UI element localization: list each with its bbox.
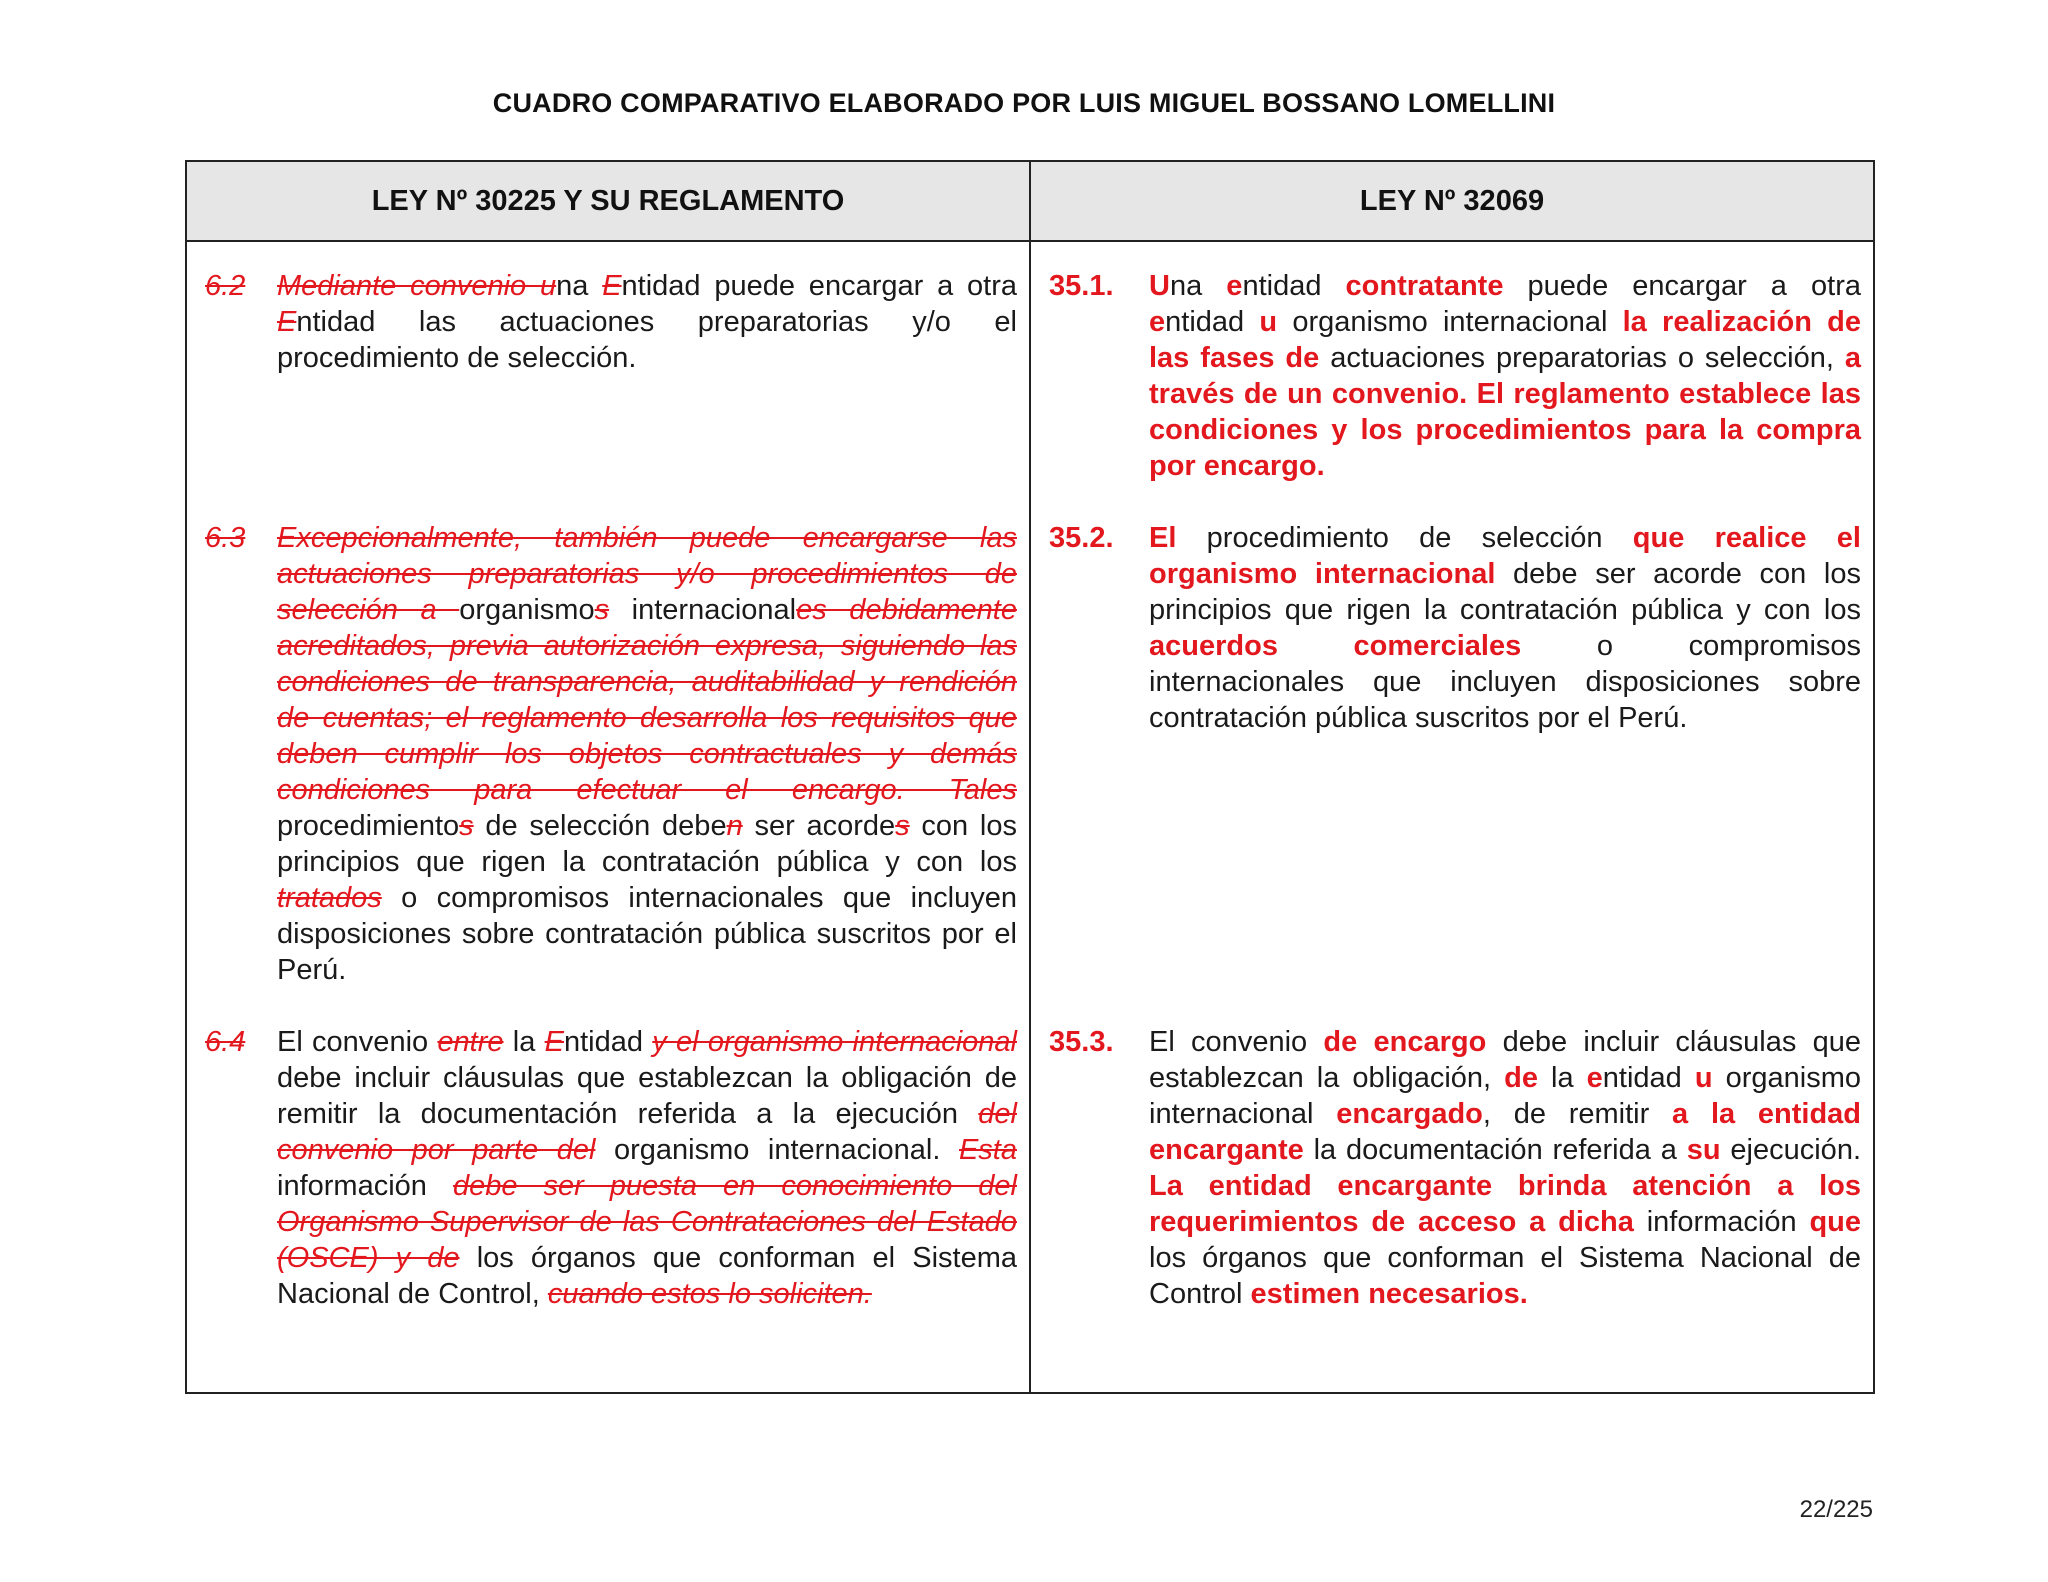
deleted-text: entre [437,1026,504,1058]
text: na [556,270,603,302]
added-text: encargado [1336,1098,1483,1130]
text: debe incluir cláusulas que establezcan la obligación, [1149,1026,1861,1094]
text: los órganos que conforman el Sistema Nacional de Control, [277,1242,1017,1310]
article-number: 6.3 [205,522,246,554]
text: ntidad [1602,1062,1695,1094]
text: ntidad [563,1026,653,1058]
header-ley-30225: LEY Nº 30225 Y SU REGLAMENTO [186,161,1030,241]
added-text: acuerdos comerciales [1149,630,1522,662]
deleted-text: n [726,810,743,842]
page-number: 22/225 [1799,1496,1873,1523]
text: la [503,1026,545,1058]
added-text: de encargo [1323,1026,1487,1058]
left-column [186,241,1030,1393]
deleted-text: Mediante convenio [277,270,540,302]
deleted-text: es debidamente acreditados, previa autorización expresa, siguiendo las condiciones de transparencia, auditabilidad y rendición de cuentas; el reglamento desarrolla los requisitos que deben cumplir los objetos contractuales y demás condiciones para efectuar el encargo. Tales [277,594,1017,806]
text: puede encargar a otra [1503,270,1861,302]
text: la documentación referida a [1303,1134,1687,1166]
article-number: 6.2 [205,270,246,302]
text: organismo [459,594,595,626]
header-row [186,161,1874,241]
added-text: e [1149,306,1166,338]
text: ntidad [1165,306,1260,338]
article-6-2 [205,268,1017,376]
article-35-2 [1049,520,1861,736]
added-text: que realice el organismo internacional [1149,522,1861,590]
text: El convenio [277,1026,438,1058]
article-number: 35.1. [1049,270,1114,302]
added-text: El [1149,522,1177,554]
added-text: estimen necesarios. [1250,1278,1528,1310]
deleted-text: u [540,270,557,302]
text: debe ser acorde con los principios que rigen la contratación pública y con los [1149,558,1861,626]
text: organismo internacional [1277,306,1623,338]
deleted-text: s [594,594,610,626]
deleted-text: s [895,810,910,842]
deleted-text: Excepcionalmente, también puede encargarse las actuaciones preparatorias y/o procedimientos de selección a [277,522,1017,626]
deleted-text: s [459,810,474,842]
deleted-text: del convenio por parte del [277,1098,1017,1166]
article-number: 35.2. [1049,522,1114,554]
added-text: u [1694,1062,1713,1094]
text: ser acorde [742,810,896,842]
text: los órganos que conforman el Sistema Nacional de Control [1149,1242,1861,1310]
added-text: u [1259,306,1278,338]
added-text: contratante [1345,270,1504,302]
added-text: e [1226,270,1243,302]
text: organismo internacional [1149,1062,1861,1130]
added-text: a través de un convenio. El reglamento establece las condiciones y los procedimientos para la compra por encargo. [1149,342,1861,482]
comparison-table [185,160,1875,1394]
deleted-text: y el organismo internacional [652,1026,1017,1058]
article-text [277,1024,1017,1312]
added-text: de [1504,1062,1538,1094]
added-text: U [1149,270,1170,302]
text: información [277,1170,453,1202]
deleted-text: Esta [958,1134,1017,1166]
article-number: 6.4 [205,1026,246,1058]
text: El convenio [1149,1026,1324,1058]
text: procedimiento de selección [1176,522,1633,554]
added-text: a la entidad encargante [1149,1098,1862,1166]
text: ntidad las actuaciones preparatorias y/o el procedimiento de selección. [277,306,1017,374]
text: organismo internacional. [595,1134,959,1166]
text: la [1537,1062,1587,1094]
deleted-text: E [277,306,297,338]
text: debe incluir cláusulas que establezcan la obligación de remitir la documentación referida a la ejecución [277,1062,1017,1130]
text: ejecución. [1720,1134,1861,1166]
text: ntidad [1242,270,1346,302]
text: información [1633,1206,1810,1238]
article-6-4 [205,1024,1017,1312]
article-text [277,520,1017,988]
deleted-text: E [602,270,622,302]
article-text [277,268,1017,376]
article-6-3 [205,520,1017,988]
text: internacional [609,594,797,626]
text: ntidad puede encargar a otra [621,270,1017,302]
added-text: e [1586,1062,1603,1094]
added-text: La entidad encargante brinda atención a los requerimientos de acceso a dicha [1149,1170,1861,1238]
text: , de remitir [1482,1098,1673,1130]
text: o compromisos internacionales que incluyen disposiciones sobre contratación pública suscritos por el Perú. [1149,630,1862,734]
body-row [186,241,1874,1393]
text: procedimiento [277,810,460,842]
page-title: CUADRO COMPARATIVO ELABORADO POR LUIS MIGUEL BOSSANO LOMELLINI [492,88,1556,118]
right-column [1030,241,1874,1393]
text: o compromisos internacionales que incluyen disposiciones sobre contratación pública suscritos por el Perú. [277,882,1017,986]
text: na [1169,270,1227,302]
added-text: la realización de las fases de [1149,306,1862,374]
deleted-text: debe ser puesta en conocimiento del Organismo Supervisor de las Contrataciones del Estado (OSCE) y de [277,1170,1017,1274]
article-35-1 [1049,268,1861,484]
deleted-text: cuando estos lo soliciten. [547,1278,872,1310]
added-text: que [1809,1206,1861,1238]
deleted-text: tratados [277,882,382,914]
text: de selección debe [473,810,727,842]
article-number: 35.3. [1049,1026,1114,1058]
text: con los principios que rigen la contratación pública y con los [277,810,1017,878]
deleted-text: E [544,1026,564,1058]
header-ley-32069: LEY Nº 32069 [1030,161,1874,241]
text: actuaciones preparatorias o selección, [1319,342,1845,374]
article-text [1149,268,1861,484]
added-text: su [1686,1134,1721,1166]
article-text [1149,520,1861,736]
article-35-3 [1049,1024,1861,1312]
article-text [1149,1024,1861,1312]
